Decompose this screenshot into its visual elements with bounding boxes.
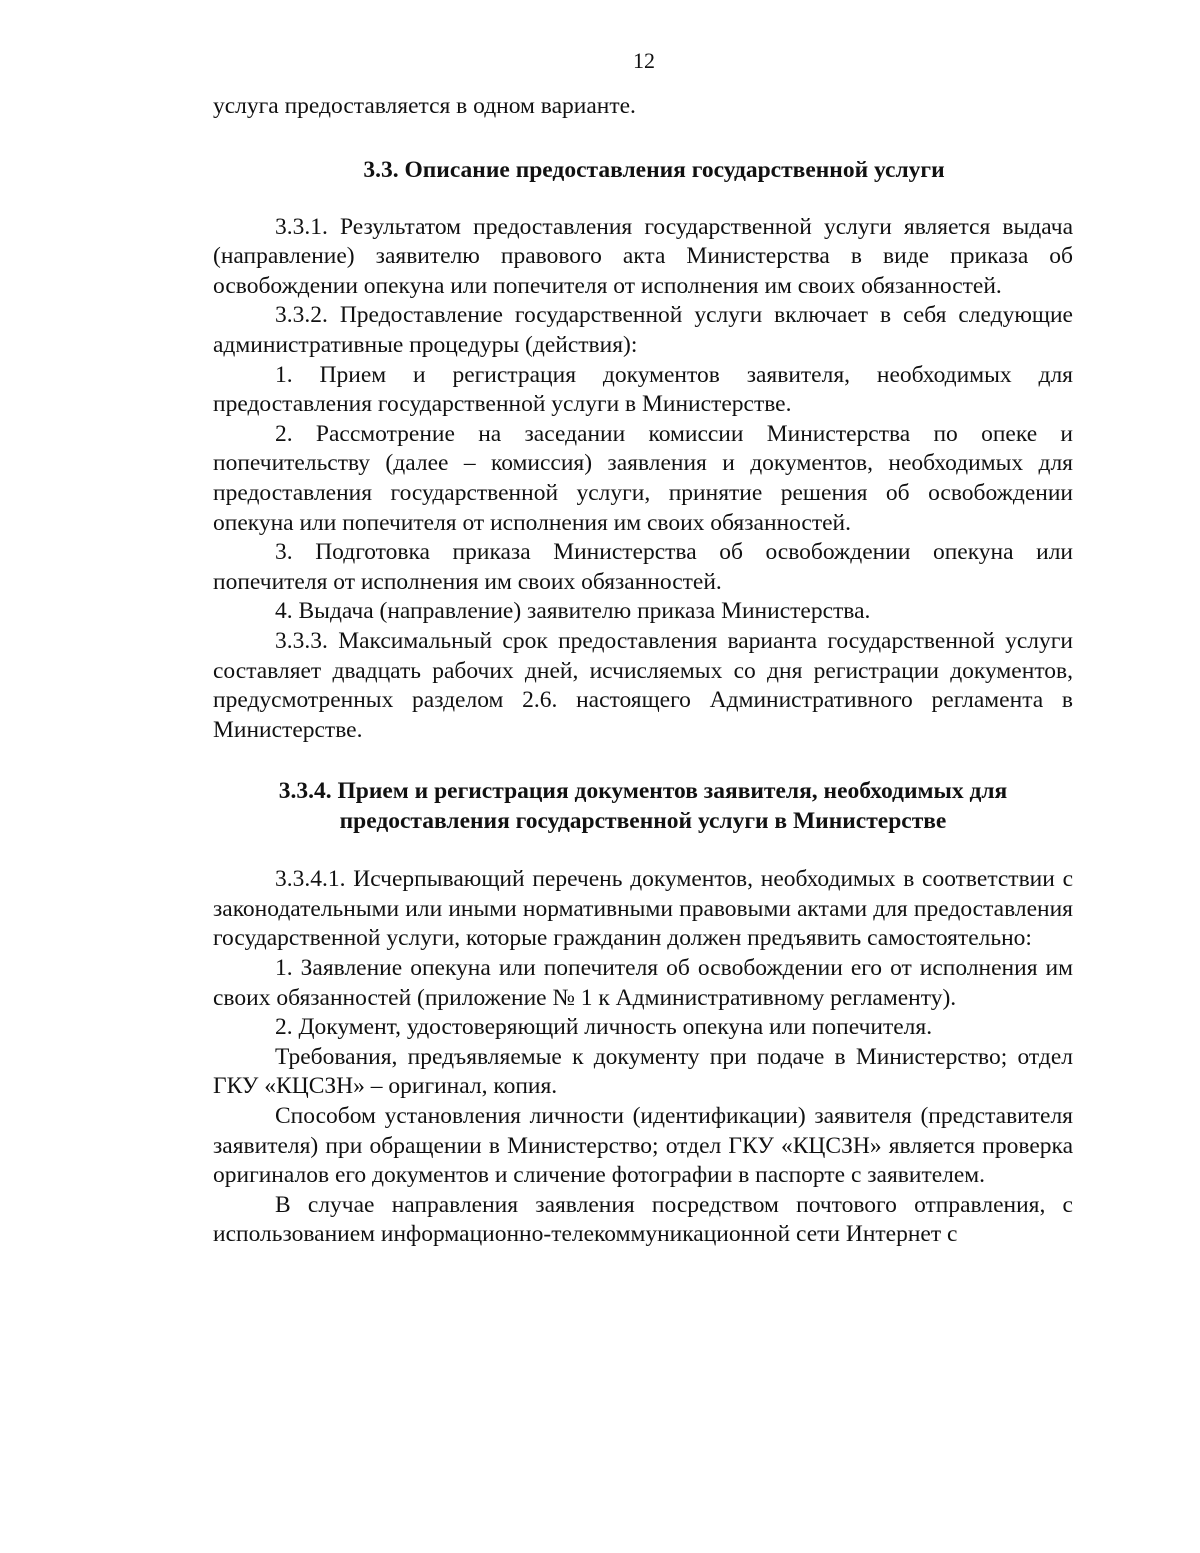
procedure-item-3: 3. Подготовка приказа Министерства об освобождении опекуна или попечителя от исполнения им своих обязанностей. (213, 539, 1073, 595)
document-item-1: 1. Заявление опекуна или попечителя об освобождении его от исполнения им своих обязанностей (приложение № 1 к Административному регламенту). (213, 955, 1073, 1011)
paragraph-3-3-2: 3.3.2. Предоставление государственной услуги включает в себя следующие административные процедуры (действия): (213, 302, 1073, 358)
postal-submission-paragraph: В случае направления заявления посредством почтового отправления, с использованием информационно-телекоммуникационной сети Интернет с (213, 1191, 1073, 1248)
paragraph-3-3-4-1: 3.3.4.1. Исчерпывающий перечень документов, необходимых в соответствии с законодательными или иными нормативными правовыми актами для предоставления государственной услуги, которые гражданин должен предъявить самостоятельно: (213, 866, 1073, 952)
continuation-text: услуга предоставляется в одном варианте. (213, 93, 636, 119)
section-3-3-4-heading (213, 776, 1073, 836)
procedure-item-2: 2. Рассмотрение на заседании комиссии Министерства по опеке и попечительству (далее – комиссия) заявления и документов, необходимых для предоставления государственной услуги, принятие решения об освобождении опекуна или попечителя от исполнения им своих обязанностей. (213, 420, 1073, 536)
paragraph-3-3-1: 3.3.1. Результатом предоставления государственной услуги является выдача (направление) заявителю правового акта Министерства в виде приказа об освобождении опекуна или попечителя от исполнения им своих обязанностей. (213, 213, 1073, 299)
section-3-3-4-heading-line2: предоставления государственной услуги в Министерстве (339, 808, 947, 835)
procedure-item-1: 1. Прием и регистрация документов заявителя, необходимых для предоставления государственной услуги в Министерстве. (213, 361, 1073, 418)
page-number: 12 (633, 48, 655, 73)
procedure-item-4: 4. Выдача (направление) заявителю приказа Министерства. (275, 598, 871, 625)
document-item-2: 2. Документ, удостоверяющий личность опекуна или попечителя. (275, 1014, 933, 1041)
section-3-3-4-heading-line1: 3.3.4. Прием и регистрация документов заявителя, необходимых для (278, 778, 1008, 805)
section-3-3-heading: 3.3. Описание предоставления государственной услуги (363, 156, 945, 183)
identification-paragraph: Способом установления личности (идентификации) заявителя (представителя заявителя) при обращении в Министерство; отдел ГКУ «КЦСЗН» является проверка оригиналов его документов и сличение фотографии в паспорте с заявителем. (213, 1103, 1073, 1189)
paragraph-3-3-3: 3.3.3. Максимальный срок предоставления варианта государственной услуги составляет двадцать рабочих дней, исчисляемых со дня регистрации документов, предусмотренных разделом 2.6. настоящего Административного регламента в Министерстве. (213, 627, 1073, 743)
document-page (213, 48, 1073, 1250)
requirements-paragraph: Требования, предъявляемые к документу при подаче в Министерство; отдел ГКУ «КЦСЗН» – оригинал, копия. (213, 1043, 1073, 1100)
